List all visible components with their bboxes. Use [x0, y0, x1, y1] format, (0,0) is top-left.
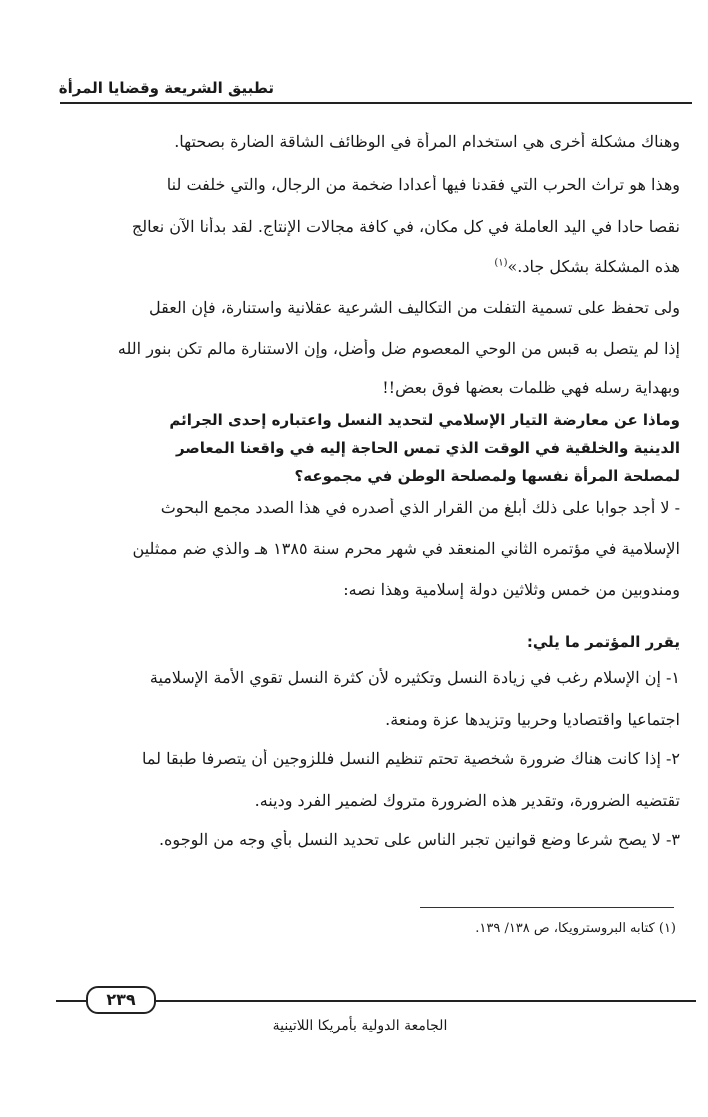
question-line-3: لمصلحة المرأة نفسها ولمصلحة الوطن في مجموعه؟ — [294, 467, 680, 485]
resolution-item-3: ٣- لا يصح شرعا وضع قوانين تجبر الناس على تحديد النسل بأي وجه من الوجوه. — [158, 830, 680, 849]
body-line-5: ولى تحفظ على تسمية التفلت من التكاليف الشرعية عقلانية واستنارة، فإن العقل — [149, 298, 680, 317]
header-rule — [60, 102, 692, 104]
running-header-title: تطبيق الشريعة وقضايا المرأة — [58, 79, 274, 97]
body-line-1: وهناك مشكلة أخرى هي استخدام المرأة في الوظائف الشاقة الضارة بصحتها. — [174, 132, 680, 151]
footer-institution: الجامعة الدولية بأمريكا اللاتينية — [272, 1018, 448, 1034]
question-line-1: وماذا عن معارضة التيار الإسلامي لتحديد النسل واعتباره إحدى الجرائم — [169, 411, 680, 429]
body-line-6: إذا لم يتصل به قبس من الوحي المعصوم ضل وأضل، وإن الاستنارة مالم تكن بنور الله — [117, 339, 680, 358]
answer-line-2: الإسلامية في مؤتمره الثاني المنعقد في شهر محرم سنة ١٣٨٥ هـ والذي ضم ممثلين — [132, 539, 680, 558]
question-line-2: الدينية والخلقية في الوقت الذي تمس الحاجة إليه في واقعنا المعاصر — [175, 439, 680, 457]
resolution-item-2-cont: تقتضيه الضرورة، وتقدير هذه الضرورة متروك لضمير الفرد ودينه. — [254, 791, 680, 810]
answer-line-1: - لا أجد جوابا على ذلك أبلغ من القرار الذي أصدره في هذا الصدد مجمع البحوث — [160, 498, 680, 517]
body-line-2: وهذا هو تراث الحرب التي فقدنا فيها أعدادا ضخمة من الرجال، والتي خلفت لنا — [166, 175, 680, 194]
resolution-item-1-cont: اجتماعيا واقتصاديا وحربيا وتزيدها عزة ومنعة. — [385, 710, 680, 729]
page-number: ٢٣٩ — [86, 986, 156, 1014]
body-line-4 — [62, 257, 680, 277]
resolution-item-2: ٢- إذا كانت هناك ضرورة شخصية تحتم تنظيم النسل فللزوجين أن يتصرفا طبقا لما — [142, 749, 680, 768]
footnote-text: (١) كتابه البروسترويكا، ص ١٣٨/ ١٣٩. — [475, 921, 676, 936]
footnote-marker: (١) — [494, 257, 508, 269]
body-line-4-text: هذه المشكلة بشكل جاد.» — [507, 257, 680, 276]
resolution-heading: يقرر المؤتمر ما يلي: — [526, 633, 680, 651]
footnote-rule — [420, 907, 674, 908]
answer-line-3: ومندوبين من خمس وثلاثين دولة إسلامية وهذا نصه: — [343, 580, 680, 599]
body-line-3: نقصا حادا في اليد العاملة في كل مكان، في كافة مجالات الإنتاج. لقد بدأنا الآن نعالج — [131, 217, 680, 236]
resolution-item-1: ١- إن الإسلام رغب في زيادة النسل وتكثيره لأن كثرة النسل تقوي الأمة الإسلامية — [149, 668, 680, 687]
body-line-7: وبهداية رسله فهي ظلمات بعضها فوق بعض!! — [382, 378, 680, 397]
